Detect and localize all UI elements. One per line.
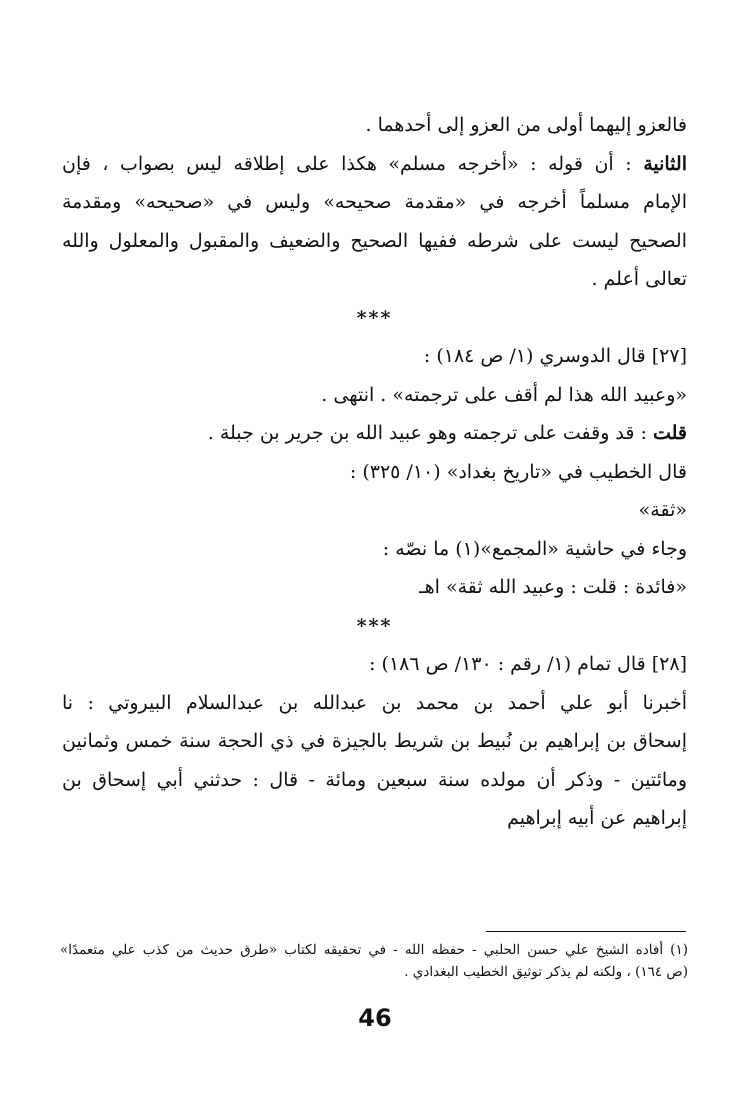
entry-28-header: [٢٨] قال تمام (١/ رقم : ١٣٠/ ص ١٨٦) :: [369, 653, 687, 675]
entry-27-hashiya: وجاء في حاشية «المجمع»(١) ما نصّه :: [382, 537, 687, 560]
paragraph-conclusion: فالعزو إليهما أولى من العزو إلى أحدهما .: [365, 114, 687, 136]
entry-27-header: [٢٧] قال الدوسري (١/ ص ١٨٤) :: [423, 345, 687, 367]
entry-28-line-2: إسحاق بن إبراهيم بن نُبيط بن شريط بالجيزة في ذي الحجة سنة خمس وثمانين: [62, 730, 687, 752]
entry-28-line-4: إبراهيم عن أبيه إبراهيم: [507, 807, 687, 829]
entry-27-faida: «فائدة : قلت : وعبيد الله ثقة» اهـ: [419, 576, 687, 598]
main-text: [62, 106, 687, 838]
entry-27-thiqa: «ثقة»: [638, 499, 687, 521]
entry-27-quote: «وعبيد الله هذا لم أقف على ترجمته» . انتهى .: [321, 383, 687, 406]
footnote: [60, 939, 688, 983]
paragraph-second-line-2: الإمام مسلماً أخرجه في «مقدمة صحيحه» وليس في «صحيحه» ومقدمة: [62, 191, 687, 213]
entry-28-line-3: ومائتين - وذكر أن مولده سنة سبعين ومائة - قال : حدثني أبي إسحاق بن: [62, 768, 687, 791]
footnote-line-1: (١) أفاده الشيخ علي حسن الحلبي - حفظه الله - في تحقيقه لكتاب «طرق حديث من كذب علي متعمدًا»: [60, 942, 688, 958]
entry-28-line-1: أخبرنا أبو علي أحمد بن محمد بن عبدالله بن عبدالسلام البيروتي : نا: [62, 691, 687, 714]
entry-27-khatib: قال الخطيب في «تاريخ بغداد» (١٠/ ٣٢٥) :: [349, 460, 687, 483]
section-separator: ***: [356, 306, 393, 329]
second-point-heading: الثانية: [643, 152, 687, 175]
page-number: 46: [358, 1004, 392, 1032]
footnote-divider: [486, 931, 686, 932]
paragraph-second-line-1: [62, 145, 687, 184]
paragraph-second-line-4: تعالى أعلم .: [591, 268, 687, 290]
entry-27-reply-heading: قلت: [652, 422, 687, 444]
section-separator: ***: [356, 614, 393, 637]
entry-27-reply: [62, 414, 687, 453]
second-point-text: : أن قوله : «أخرجه مسلم» هكذا على إطلاقه ليس بصواب ، فإن: [62, 152, 632, 175]
footnote-line-2: (ص ١٦٤) ، ولكنه لم يذكر توثيق الخطيب البغدادي .: [404, 964, 688, 980]
paragraph-second-line-3: الصحيح ليست على شرطه ففيها الصحيح والضعيف والمقبول والمعلول والله: [62, 229, 687, 252]
entry-27-reply-text: : قد وقفت على ترجمته وهو عبيد الله بن جرير بن جبلة .: [207, 422, 647, 444]
